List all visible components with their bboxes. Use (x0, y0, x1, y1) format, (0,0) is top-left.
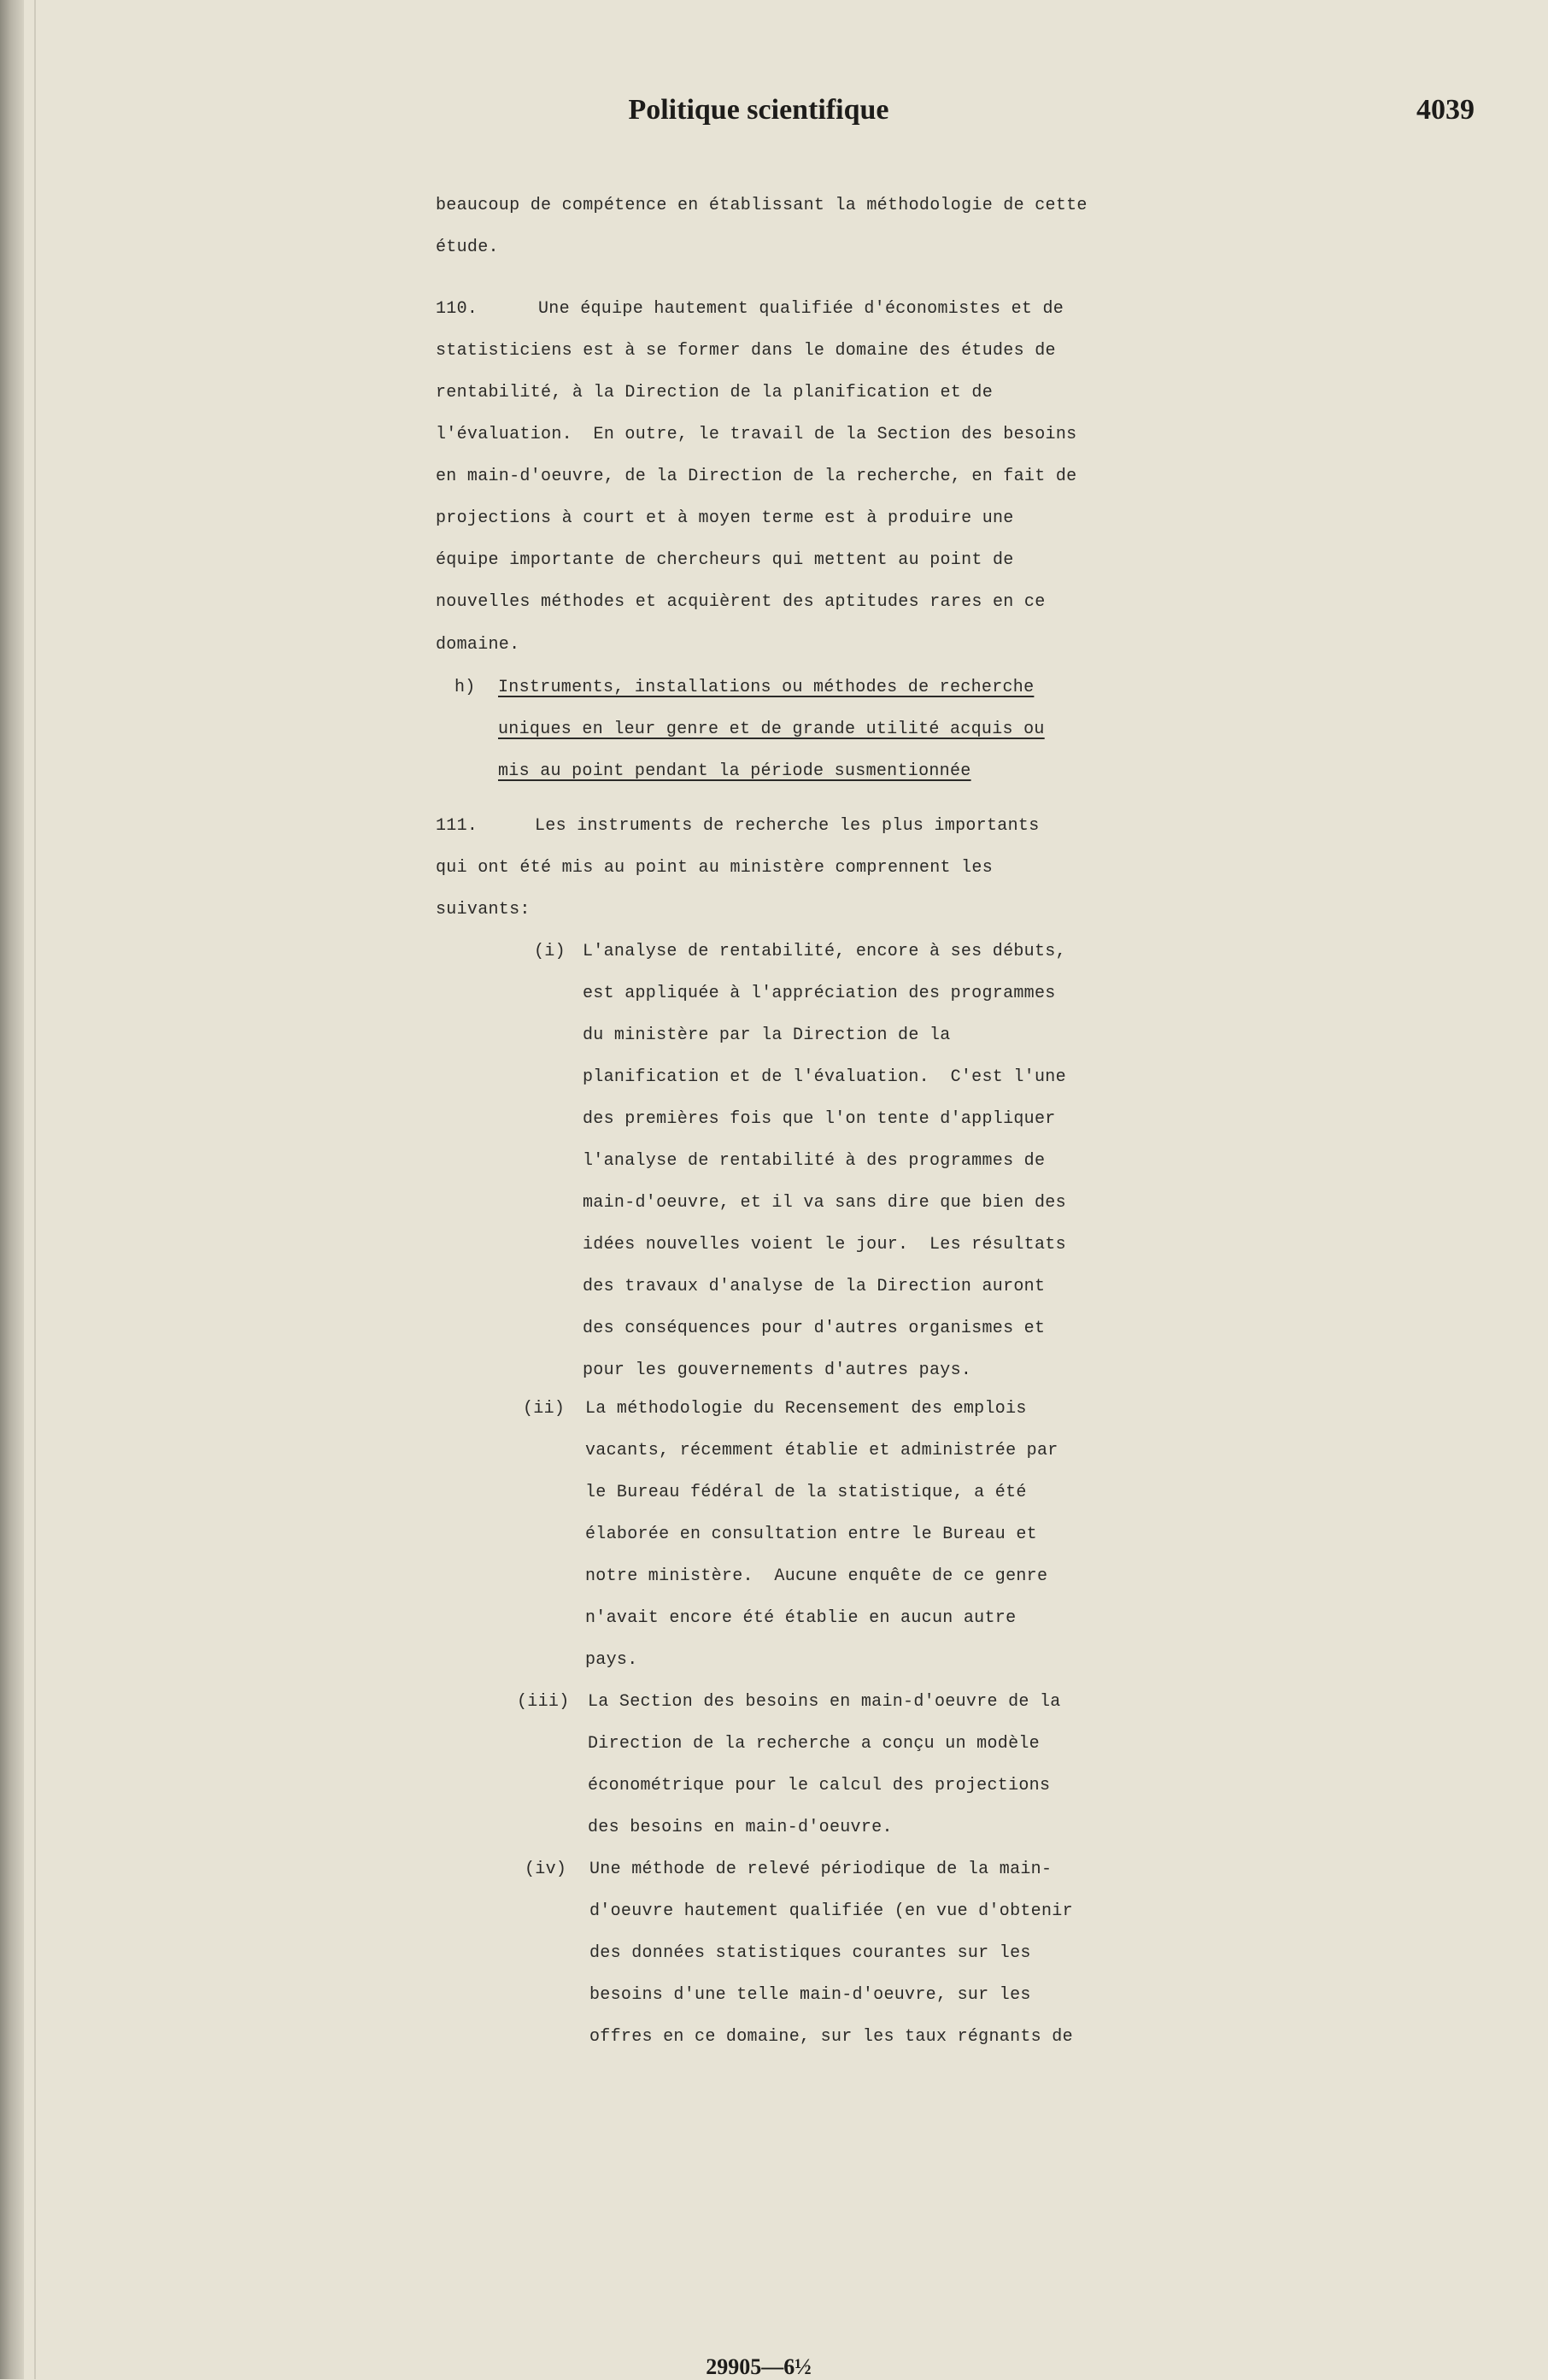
list-item-line: des besoins en main-d'oeuvre. (588, 1818, 893, 1837)
list-item-line: La méthodologie du Recensement des emplois (585, 1399, 1027, 1419)
list-item-line: idées nouvelles voient le jour. Les résultats (583, 1235, 1066, 1255)
section-heading-line: uniques en leur genre et de grande utilité acquis ou (498, 720, 1045, 739)
text-line: beaucoup de compétence en établissant la méthodologie de cette (436, 196, 1088, 215)
list-item-line: pays. (585, 1650, 638, 1670)
text-line: étude. (436, 238, 499, 257)
text-line: en main-d'oeuvre, de la Direction de la recherche, en fait de (436, 467, 1077, 486)
list-marker: (iv) (525, 1860, 567, 1879)
section-letter: h) (454, 678, 476, 697)
list-marker: (iii) (517, 1692, 570, 1712)
list-item-line: vacants, récemment établie et administrée par (585, 1441, 1058, 1460)
list-item-line: des travaux d'analyse de la Direction auront (583, 1277, 1046, 1296)
text-line: qui ont été mis au point au ministère comprennent les (436, 858, 994, 878)
list-item-line: Direction de la recherche a conçu un modèle (588, 1734, 1040, 1754)
text-line: projections à court et à moyen terme est à produire une (436, 508, 1014, 528)
list-item-line: Une méthode de relevé périodique de la main- (589, 1860, 1053, 1879)
text-line: rentabilité, à la Direction de la planification et de (436, 383, 994, 403)
text-line: équipe importante de chercheurs qui mettent au point de (436, 550, 1014, 570)
running-title: Politique scientifique (628, 94, 889, 126)
list-item-line: du ministère par la Direction de la (583, 1025, 951, 1045)
list-item-line: est appliquée à l'appréciation des programmes (583, 984, 1056, 1003)
text-line: l'évaluation. En outre, le travail de la Section des besoins (436, 425, 1077, 444)
list-item-line: d'oeuvre hautement qualifiée (en vue d'obtenir (589, 1901, 1073, 1921)
list-marker: (ii) (523, 1399, 566, 1419)
list-item-line: besoins d'une telle main-d'oeuvre, sur les (589, 1985, 1031, 2005)
text-line: domaine. (436, 635, 520, 655)
paragraph-number: 111. (436, 816, 478, 836)
text-line: suivants: (436, 900, 531, 920)
page-binding-edge (0, 0, 24, 2379)
list-item-line: des premières fois que l'on tente d'appliquer (583, 1109, 1056, 1129)
section-heading-line: mis au point pendant la période susmentionnée (498, 761, 971, 781)
footer-printer-code: 29905—6½ (706, 2354, 812, 2379)
list-item-line: des données statistiques courantes sur les (589, 1943, 1031, 1963)
section-heading-line: Instruments, installations ou méthodes de recherche (498, 678, 1035, 697)
text-line: statisticiens est à se former dans le domaine des études de (436, 341, 1056, 361)
list-marker: (i) (534, 942, 566, 961)
paragraph-number: 110. (436, 299, 478, 319)
list-item-line: notre ministère. Aucune enquête de ce genre (585, 1566, 1048, 1586)
list-item-line: le Bureau fédéral de la statistique, a été (585, 1483, 1027, 1502)
list-item-line: planification et de l'évaluation. C'est l'une (583, 1067, 1066, 1087)
list-item-line: n'avait encore été établie en aucun autre (585, 1608, 1017, 1628)
list-item-line: main-d'oeuvre, et il va sans dire que bien des (583, 1193, 1066, 1213)
page-binding-line (34, 0, 36, 2379)
page-number: 4039 (1416, 94, 1475, 126)
text-line: nouvelles méthodes et acquièrent des aptitudes rares en ce (436, 592, 1046, 612)
list-item-line: offres en ce domaine, sur les taux régnants de (589, 2027, 1073, 2047)
list-item-line: l'analyse de rentabilité à des programmes de (583, 1151, 1046, 1171)
list-item-line: L'analyse de rentabilité, encore à ses débuts, (583, 942, 1066, 961)
list-item-line: des conséquences pour d'autres organismes et (583, 1319, 1046, 1338)
list-item-line: économétrique pour le calcul des projections (588, 1776, 1051, 1795)
list-item-line: La Section des besoins en main-d'oeuvre de la (588, 1692, 1061, 1712)
list-item-line: élaborée en consultation entre le Bureau et (585, 1525, 1037, 1544)
text-line: Les instruments de recherche les plus importants (535, 816, 1040, 836)
list-item-line: pour les gouvernements d'autres pays. (583, 1360, 972, 1380)
text-line: Une équipe hautement qualifiée d'économistes et de (538, 299, 1064, 319)
